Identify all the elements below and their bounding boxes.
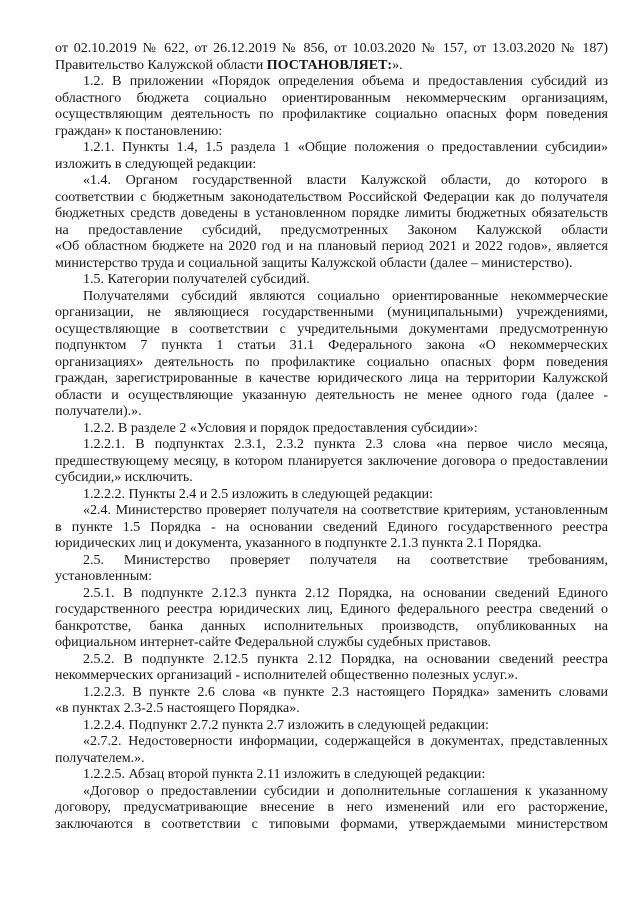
text-line: 1.2.1. Пункты 1.4, 1.5 раздела 1 «Общие положения о предоставлении субсидии» [83,140,608,155]
text-line: области и осуществляющие указанную деятельность не менее одного года (далее - [55,387,608,403]
text-line: соответствии с бюджетным законодательством Российской Федерации как до получателя [55,189,608,205]
text-line: в пункте 1.5 Порядка - на основании сведений Единого государственного реестра [55,519,608,535]
text-line: государственного реестра юридических лиц, Единого федерального реестра сведений о [55,602,608,617]
text-line: официальном интернет-сайте Федеральной службы судебных приставов. [55,635,492,650]
text-line: «2.4. Министерство проверяет получателя на соответствие критериям, установленным [83,503,608,518]
text-line: организациях» деятельность по профилактике социально опасных форм поведения [55,354,608,370]
text-line: 1.5. Категории получателей субсидий. [83,272,310,287]
resolves-keyword: ПОСТАНОВЛЯЕТ: [266,57,393,73]
text-line: получатели).». [55,404,142,419]
text-line: получателем.». [55,750,145,766]
text-line: 2.5.2. В подпункте 2.12.5 пункта 2.12 Порядка, на основании сведений реестра [83,651,608,667]
text-line: от 02.10.2019 № 622, от 26.12.2019 № 856, от 10.03.2020 № 157, от 13.03.2020 № 187) [55,41,608,56]
text-line: изложить в следующей редакции: [55,156,257,172]
text-line: 2.5.1. В подпункте 2.12.3 пункта 2.12 Порядка, на основании сведений Единого [83,585,608,601]
text-line: «Об областном бюджете на 2020 год и на плановый период 2021 и 2022 годов», является [55,239,608,254]
text-line: на предоставление субсидий, предусмотренных Законом Калужской области [55,222,608,238]
text-line: граждан, зарегистрированные в качестве юридического лица на территории Калужской [55,371,608,386]
text-line: 1.2.2.1. В подпунктах 2.3.1, 2.3.2 пункта 2.3 слова «на первое число месяца, [83,437,608,452]
text-line: 1.2. В приложении «Порядок определения объема и предоставления субсидий из [83,74,608,89]
text-line: заключаются в соответствии с типовыми формами, утверждаемыми министерством [55,816,608,832]
text-line: 1.2.2. В разделе 2 «Условия и порядок предоставления субсидии»: [83,420,478,436]
text-line: «2.7.2. Недостоверности информации, содержащейся в документах, представленных [83,734,608,749]
text-line: юридических лиц и документа, указанного в подпункте 2.1.3 пункта 2.1 Порядка. [55,536,542,551]
text-line: предшествующему месяцу, в котором планируется заключение договора о предоставлении [55,453,608,469]
text-line: 1.2.2.3. В пункте 2.6 слова «в пункте 2.3 настоящего Порядка» заменить словами [83,684,608,700]
text-line: 1.2.2.2. Пункты 2.4 и 2.5 изложить в следующей редакции: [83,486,434,502]
text-line: 1.2.2.4. Подпункт 2.7.2 пункта 2.7 изложить в следующей редакции: [83,717,489,733]
text-line: договору, предусматривающие внесение в него изменений или его расторжение, [55,800,608,815]
text-line: «в пунктах 2.3-2.5 настоящего Порядка». [55,701,300,716]
text-line: «1.4. Органом государственной власти Калужской области, до которого в [83,173,608,188]
text-line: 1.2.2.5. Абзац второй пункта 2.11 изложить в следующей редакции: [83,767,486,782]
text-line: граждан» к постановлению: [55,123,223,139]
text-line: областного бюджета социально ориентированным некоммерческим организациям, [55,90,608,106]
text-line: Получателями субсидий являются социально ориентированные некоммерческие [83,288,608,304]
text-line: организации, не являющиеся государственными (муниципальными) учреждениями, [55,305,608,320]
text-line: 2.5. Министерство проверяет получателя на соответствие требованиям, [83,552,608,568]
text-line: бюджетных средств доведены в установленном порядке лимиты бюджетных обязательств [55,206,608,221]
text-line: осуществляющим деятельность по профилактике социально опасных форм поведения [55,107,608,122]
text-line: установленным: [55,569,152,584]
text-line: подпунктом 7 пункта 1 статьи 31.1 Федерального закона «О некоммерческих [55,338,608,353]
text-line: Правительство Калужской области ПОСТАНОВЛЯЕТ:». [55,57,403,73]
text-line: министерство труда и социальной защиты Калужской области (далее – министерство). [55,255,573,271]
text-line: «Договор о предоставлении субсидии и дополнительные соглашения к указанному [83,783,608,799]
text-line: некоммерческих организаций - исполнителей общественно полезных услуг.». [55,668,519,683]
text-line: субсидии,» исключить. [55,470,193,485]
text-line: осуществляющие в соответствии с учредительными документами предусмотренную [55,321,608,337]
text-line: банкротстве, банка данных исполнительных производств, опубликованных на [55,618,608,634]
